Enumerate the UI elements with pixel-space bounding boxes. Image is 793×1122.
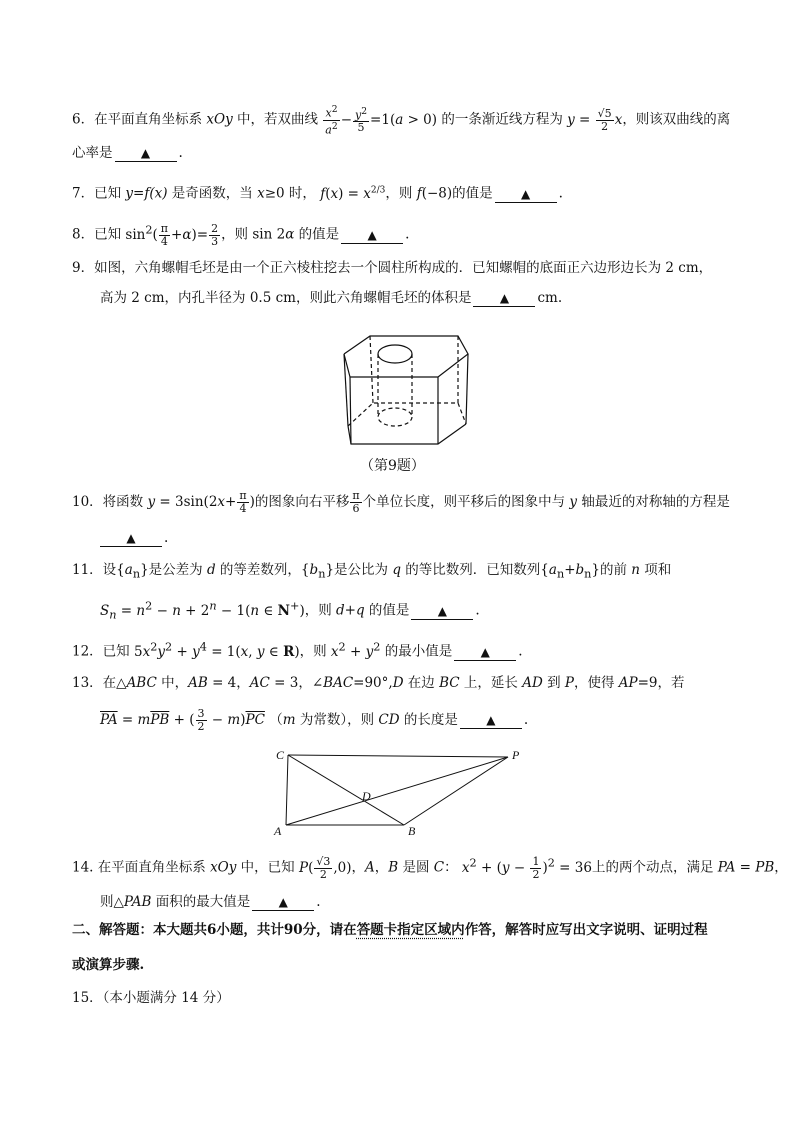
q11-text: 的等比数列．已知数列{ [400,562,549,578]
segment-bp [404,757,508,825]
q12-text: 12．已知 [72,643,130,660]
question-12 [72,637,523,662]
answer-blank-q12[interactable] [454,644,516,661]
segment-cp [288,755,508,757]
question-9-line-1 [72,258,712,278]
answer-blank-q14[interactable] [252,894,314,911]
answer-mark: ▲ [437,603,448,618]
segment-ap [286,757,508,825]
q13-text: =9，若 [637,675,685,691]
q14-text: 则△ [100,894,124,910]
q13-var: P [564,675,574,691]
answer-blank-q6[interactable] [115,145,177,162]
q8-text: ，则 [221,226,249,243]
q13-text: 的长度是 [399,712,458,728]
q14-var: C [433,859,445,876]
label-a: A [274,824,282,838]
answer-blank-q8[interactable] [341,227,403,244]
q14-circle-equation: $x^2 + (y$ − $\frac{1}{2}$ )$^2$ = 36 [461,854,592,881]
q11-sum-formula: $S_n = n^2 - n + 2^n - 1(n$ ∈ N+) [100,599,305,622]
q13-text: 上，延长 [459,675,523,691]
q6-text: ，则该双曲线的离 [622,111,731,128]
hexagonal-nut-figure [318,330,478,450]
q11-sub: n [132,567,141,581]
q14-var: B [388,859,399,876]
q11-var: a [548,562,557,578]
question-6-line-2 [72,143,183,163]
q11-var: b [575,562,585,578]
q11-text: 的等差数列，{ [215,562,310,578]
q10-function: y = 3sin(2x+ $\frac{\pi}{4}$ ) [147,489,255,515]
figure-9-caption: （第9题） [360,458,425,474]
q7-expression: f(−8) [416,185,453,202]
q13-text: 在边 [403,675,440,691]
q13-text: 13．在△ [72,675,127,691]
q8-condition: $\sin^2$( $\frac{\pi}{4}$ +α)= $\frac{2}{3}$ [125,221,219,248]
q6-text: 的一条渐近线方程为 [441,111,563,128]
q13-vector-equation: $\overline{PA} = m\overline{PB}$ + ( $\frac{3}{2}$ − $m)\overline{PC}$ [100,707,265,733]
q13-text: ，使得 [573,675,619,691]
q9-unit: cm. [537,290,563,306]
q14-text: ， [774,859,788,876]
q6-text: 中，若双曲线 [232,111,318,128]
section-2-heading [72,920,708,940]
label-p: P [512,748,520,762]
q7-text: 是奇函数，当 [167,185,258,202]
q14-text: 中，已知 [236,859,295,876]
q6-text: 6．在平面直角坐标系 [72,111,207,128]
question-11-line-2 [100,596,480,625]
q10-text: 个单位长度，则平移后的图象中与 [362,494,570,510]
q12-end: . [518,643,523,660]
question-13-line-2 [100,708,528,733]
q11-var: q [392,562,401,578]
answer-mark: ▲ [521,186,531,201]
q7-text: ，则 [385,185,413,202]
q12-text: 的最小值是 [384,643,453,660]
question-6-line-1 [72,104,730,136]
q13-var: AD [522,675,543,691]
answer-blank-q9[interactable] [473,290,535,307]
q11-text: 11．设{ [72,562,125,578]
answer-blank-q7[interactable] [495,186,557,203]
answer-mark: ▲ [278,895,288,909]
q14-end: . [316,894,321,910]
q6-hyperbola-equation: $\frac{x^2}{a^2}$ − $\frac{y^2}{5}$ =1(a > 0) [325,104,442,137]
q12-text: ，则 [299,643,327,660]
q11-text: }是公比为 [325,562,393,578]
q13-var: CD [378,712,400,728]
answer-mark: ▲ [140,146,151,160]
section-2-text: 二、解答题：本大题共6小题，共计90分，请在 [72,922,357,938]
answer-mark: ▲ [486,713,496,727]
question-10-line-2 [72,528,168,548]
label-b: B [408,824,416,838]
answer-mark: ▲ [367,227,377,242]
q11-text: ，则 [304,602,337,619]
answer-blank-q13[interactable] [460,712,522,729]
section-2-text: 作答，解答时应写出文字说明、证明过程 [464,922,708,938]
q8-end: . [405,226,410,243]
q14-condition: PA = PB [717,859,775,876]
q11-text: }是公差为 [140,562,207,578]
q10-text: 轴最近的对称轴的方程是 [577,494,730,510]
q6-asymptote-equation: y = $\frac{√5}{2}$ x [567,106,623,133]
q13-text: = 3，∠ [269,675,324,691]
q7-function-formula: $f(x) = x^{2/3}$ [320,185,386,202]
q14-text: 14. 在平面直角坐标系 [72,859,211,876]
q7-end: . [558,185,563,202]
q13-var: AB [188,675,208,691]
segment-ca [286,755,288,825]
question-8 [72,220,409,248]
q9-text: 高为 2 cm，内孔半径为 0.5 cm，则此六角螺帽毛坯的体积是 [100,290,472,306]
answer-mark: ▲ [480,644,490,659]
answer-blank-q11[interactable] [411,603,473,620]
q7-fn: y=f(x) [125,185,168,202]
q8-expression: sin 2α [252,226,295,243]
question-13-line-1 [72,673,685,693]
q14-text: ： [444,859,458,876]
q14-var: PAB [123,894,152,910]
q11-var: b [309,562,319,578]
q13-end: . [523,712,529,728]
question-14-line-1 [72,853,788,881]
q11-text: 的值是 [364,602,410,619]
q6-text: 心率是 [72,145,113,161]
question-10-line-1 [72,490,730,515]
q14-text: 上的两个动点，满足 [591,859,714,876]
q11-var: a [124,562,133,578]
q10-end: . [164,530,169,546]
q11-text: + [564,562,576,578]
q13-var: D [392,675,404,691]
question-11-line-1 [72,560,671,585]
q8-text: 的值是 [298,226,340,243]
q13-text: =90°, [353,675,393,691]
q9-text: 9．如图，六角螺帽毛坯是由一个正六棱柱挖去一个圆柱所构成的．已知螺帽的底面正六边形边长为 2 cm， [72,260,713,276]
q11-var: n [631,562,640,578]
q13-text: 中， [156,675,189,691]
q14-point-p: P( $\frac{√3}{2}$ ,0) [298,854,352,881]
q8-text: 8．已知 [72,226,122,243]
q7-text: 的值是 [452,185,493,202]
triangle-figure [272,745,532,840]
q7-var: x [257,185,265,202]
segment-cb [288,755,404,825]
label-c: C [276,748,285,762]
q14-var: A [365,859,375,876]
q13-var: BAC [323,675,354,691]
section-2-text: 或演算步骤. [72,957,145,973]
q13-var: ABC [126,675,157,691]
q13-text: = 4， [207,675,250,691]
answer-blank-q10[interactable] [100,530,162,547]
q14-text: 面积的最大值是 [151,894,251,910]
q7-text: 7．已知 [72,185,126,202]
q12-condition: $5x^2y^2 + y^4 = 1(x$, y ∈ R) [133,640,300,660]
q11-text: 项和 [640,562,672,578]
q10-shift: $\frac{\pi}{6}$ [352,489,360,515]
q11-sub: n [318,567,326,581]
q14-coord: xOy [210,859,237,876]
q10-text: 10．将函数 [72,494,144,510]
question-9-line-2 [100,288,562,308]
answer-mark: ▲ [499,291,510,305]
q7-text: ≥0 时， [264,185,316,202]
q13-text: 为常数），则 [295,712,379,728]
q13-text: 到 [542,675,565,691]
q10-text: 的图象向右平移 [254,494,350,510]
q11-end: . [475,602,480,619]
q13-var: m [282,712,296,728]
question-14-line-2 [100,892,321,912]
question-7 [72,180,563,204]
q14-text: 是圆 [398,859,434,876]
q11-var: d+q [336,602,365,619]
q13-text: （ [269,712,283,728]
q11-text: }的前 [591,562,632,578]
q15-text: 15．（本小题满分 14 分） [72,990,230,1006]
q6-coord: xOy [206,111,233,128]
label-d: D [362,789,371,803]
q13-var: BC [439,675,460,691]
q11-sub: n [556,567,565,581]
q13-var: AC [249,675,270,691]
section-2-heading-line-2 [72,955,144,975]
q11-sub: n [584,567,592,581]
section-2-emphasis: 答题卡指定区域内 [356,922,465,938]
q14-text: ， [351,859,366,876]
answer-mark: ▲ [126,531,136,545]
question-15 [72,988,230,1008]
q10-var: y [569,494,578,510]
q14-text: ， [374,859,389,876]
q6-end: . [178,145,183,161]
q12-expression: $x^2 + y^2$ [330,640,381,660]
q11-var: d [206,562,216,578]
q13-var: AP [618,675,638,691]
